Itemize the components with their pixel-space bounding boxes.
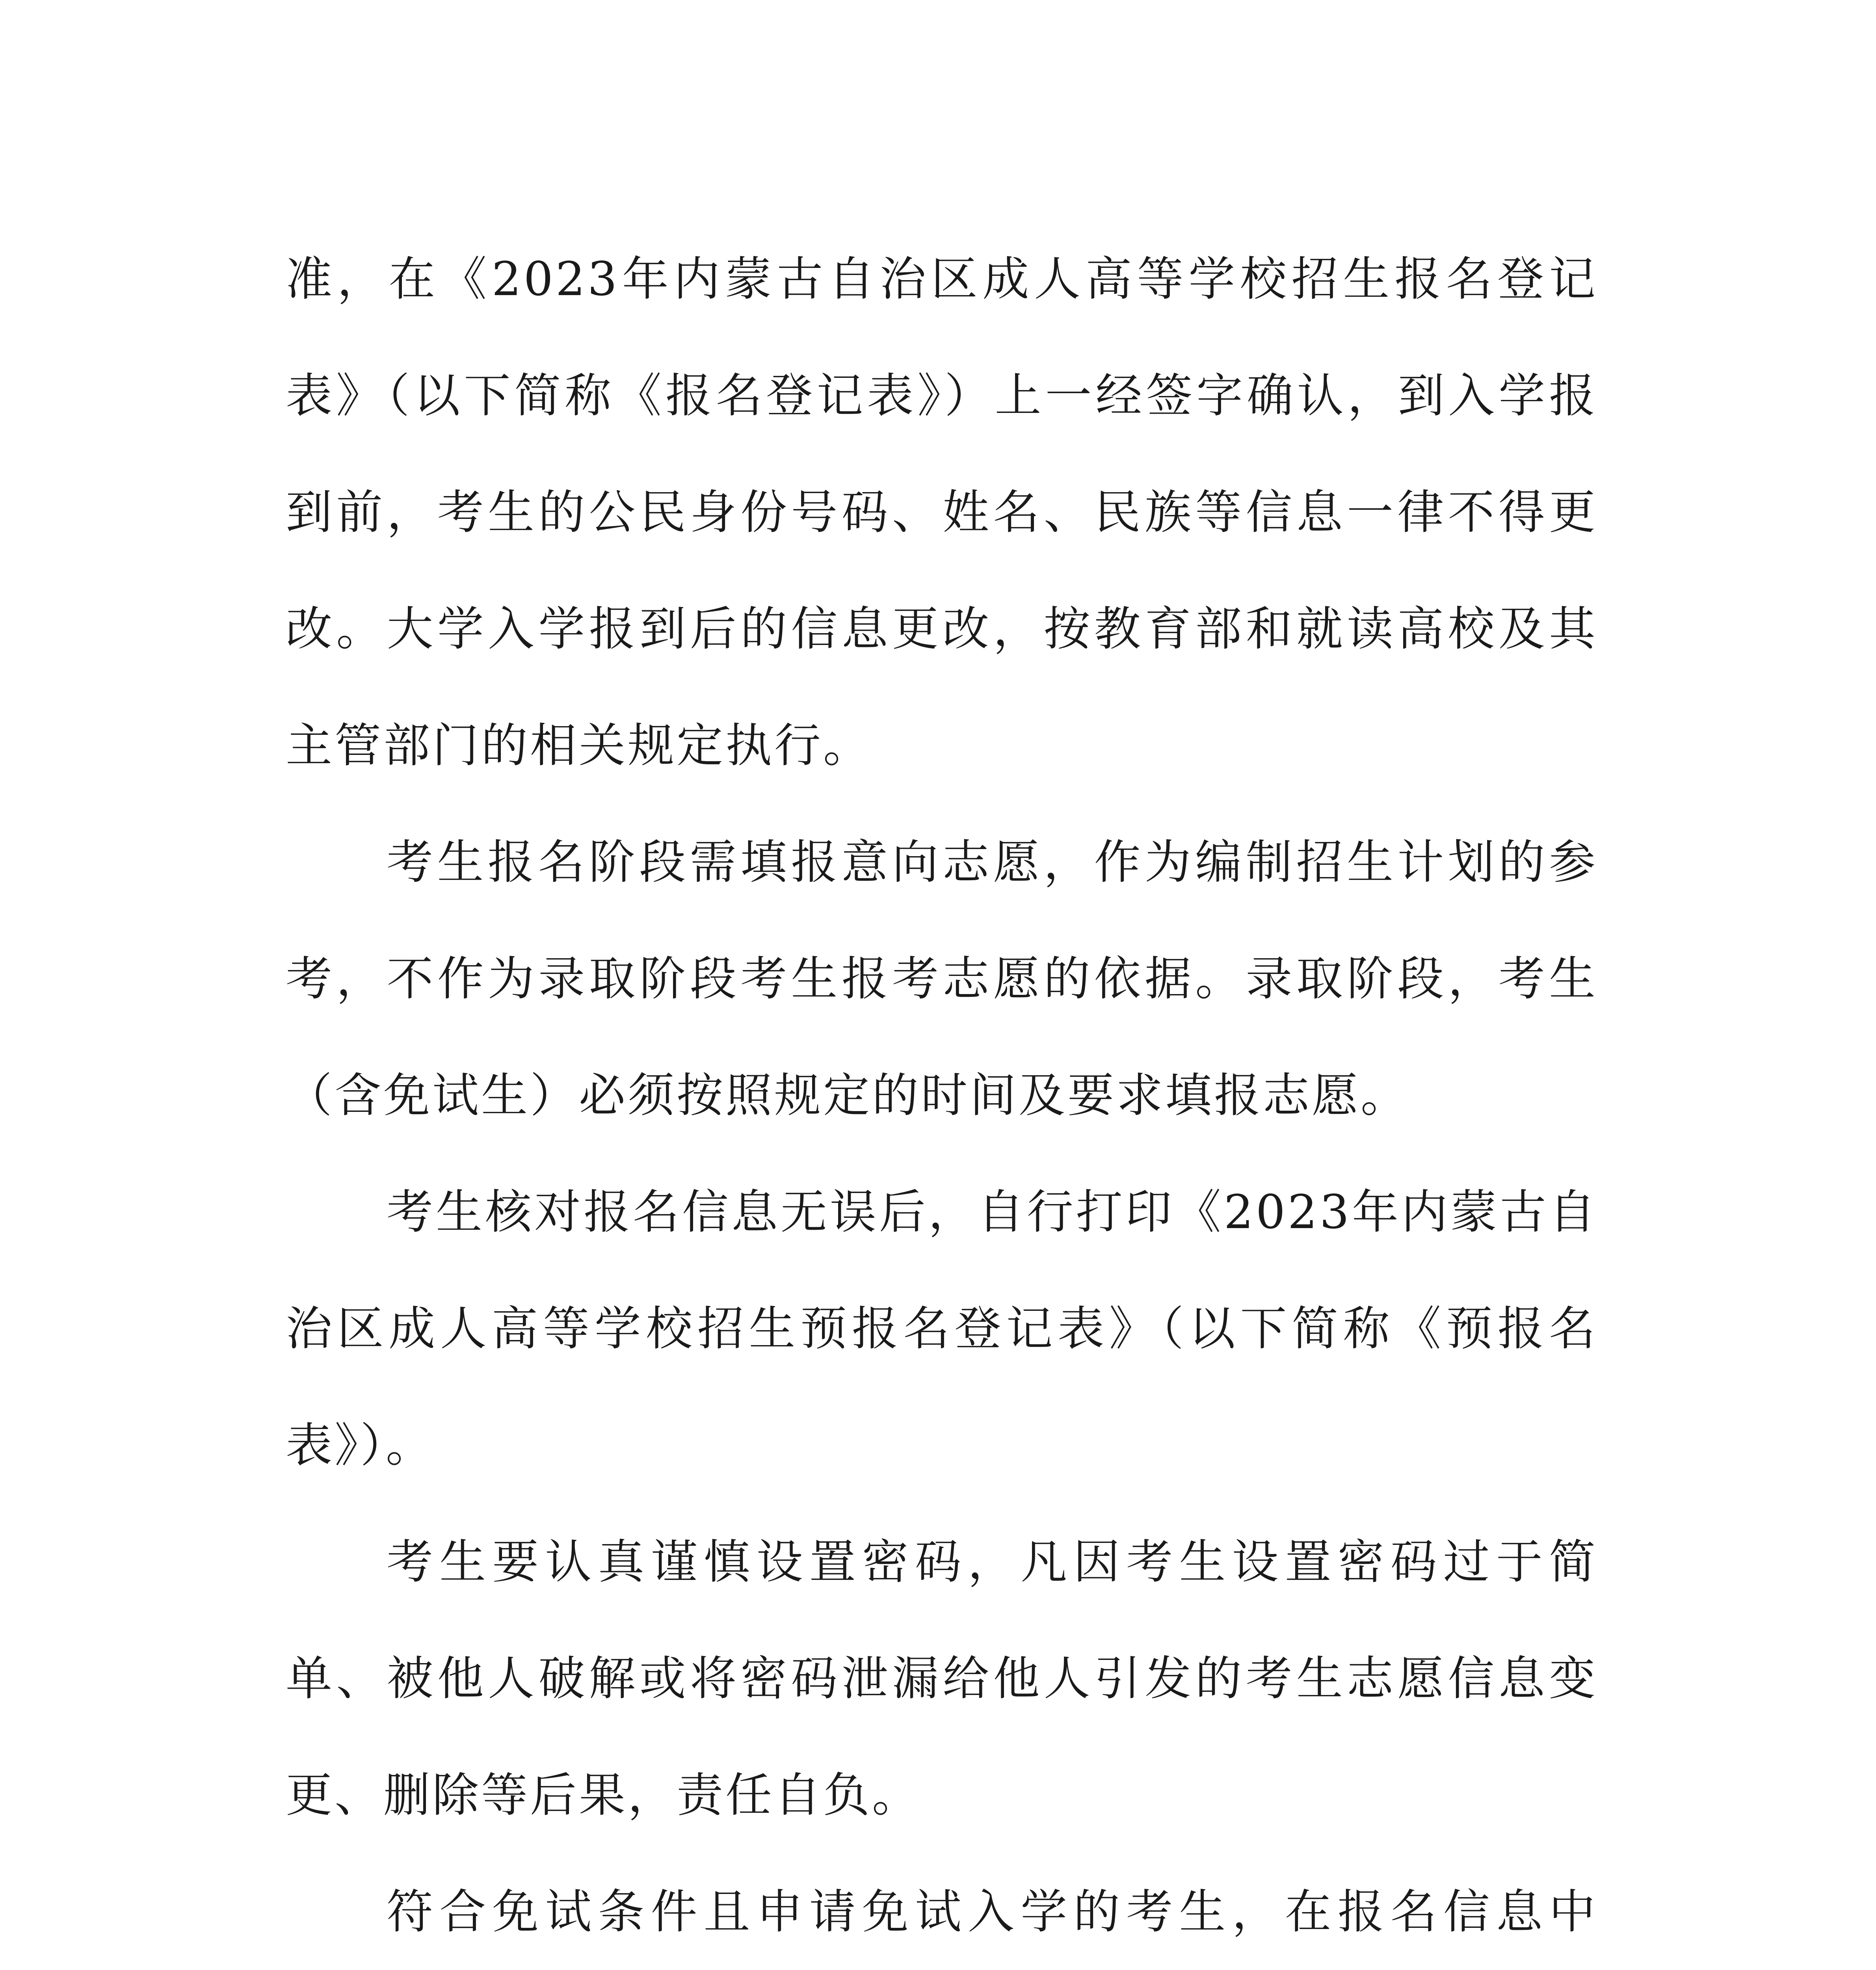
paragraph-exam-exemption: 符合免试条件且申请免试入学的考生，在报名信息中 — [387, 1885, 1598, 1939]
paragraph-registration-info-change: 准，在《2023年内蒙古自治区成人高等学校招生报名登记表》（以下简称《报名登记表》）上一经签字确认，到入学报到前，考生的公民身份号码、姓名、民族等信息一律不得更改。大学入学报到后的信息更改，按教育部和就读高校及其主管部门的相关规定执行。 — [286, 252, 1598, 773]
paragraph-intended-preferences: 考生报名阶段需填报意向志愿，作为编制招生计划的参考，不作为录取阶段考生报考志愿的依据。录取阶段，考生（含免试生）必须按照规定的时间及要求填报志愿。 — [286, 835, 1598, 1123]
paragraph-password-security: 考生要认真谨慎设置密码，凡因考生设置密码过于简单、被他人破解或将密码泄漏给他人引发的考生志愿信息变更、删除等后果，责任自负。 — [286, 1535, 1598, 1822]
document-body — [286, 221, 1598, 1970]
paragraph-print-pre-registration-form: 考生核对报名信息无误后，自行打印《2023年内蒙古自治区成人高等学校招生预报名登记表》（以下简称《预报名表》）。 — [286, 1185, 1598, 1472]
